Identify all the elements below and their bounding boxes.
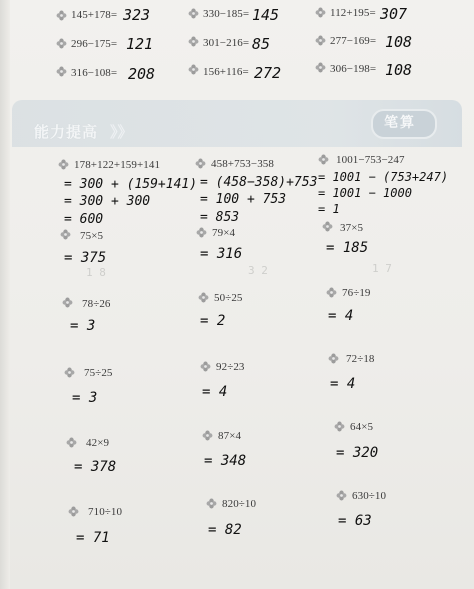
handwritten-answer: = 71 (76, 530, 110, 546)
problem-text: 72÷18 (346, 353, 375, 365)
handwritten-answer: 145 (252, 6, 280, 24)
flower-icon (58, 159, 69, 170)
scratch-mark: 1 7 (372, 262, 392, 275)
flower-icon (326, 287, 337, 298)
handwritten-answer: = 4 (330, 376, 356, 392)
flower-icon (62, 297, 73, 308)
problem-text: 630÷10 (352, 490, 387, 502)
problem-text: 76÷19 (342, 287, 371, 299)
problem-text: 37×5 (340, 222, 364, 234)
handwritten-answer: = 378 (74, 459, 117, 475)
handwritten-answer: = 375 (64, 250, 107, 266)
flower-icon (56, 10, 67, 21)
handwritten-answer: = 3 (70, 318, 96, 334)
work-line: = 1001 − (753+247) (318, 170, 449, 184)
flower-icon (195, 158, 206, 169)
work-line: = 853 (200, 210, 240, 225)
flower-icon (64, 367, 75, 378)
flower-icon (188, 8, 199, 19)
handwritten-answer: 208 (128, 65, 156, 83)
problem-text: 87×4 (218, 430, 242, 442)
handwritten-answer: = 3 (72, 390, 98, 406)
work-line: = 300 + 300 (64, 194, 151, 209)
handwritten-answer: 85 (252, 35, 271, 53)
flower-icon (196, 227, 207, 238)
problem-text: 78÷26 (82, 298, 111, 310)
flower-icon (60, 229, 71, 240)
flower-icon (68, 506, 79, 517)
flower-icon (200, 361, 211, 372)
written-calc-label: 笔算 (384, 115, 416, 131)
problem-text: 301−216= (203, 37, 250, 49)
flower-icon (315, 62, 326, 73)
section-title: 能力提高 (34, 123, 99, 141)
flower-icon (336, 490, 347, 501)
problem-text: 178+122+159+141 (74, 159, 161, 171)
flower-icon (202, 430, 213, 441)
problem-text: 79×4 (212, 227, 236, 239)
scratch-mark: 1 8 (86, 266, 106, 279)
flower-icon (334, 421, 345, 432)
work-line: = 100 + 753 (200, 192, 287, 207)
flower-icon (315, 35, 326, 46)
flower-icon (322, 221, 333, 232)
problem-text: 75×5 (80, 230, 104, 242)
problem-text: 458+753−358 (211, 158, 275, 170)
scratch-mark: 3 2 (248, 264, 268, 277)
handwritten-answer: 323 (123, 6, 151, 24)
problem-text: 112+195= (330, 7, 376, 19)
flower-icon (315, 7, 326, 18)
flower-icon (198, 292, 209, 303)
work-line: = 300 + (159+141) (64, 177, 198, 192)
handwritten-answer: 108 (385, 33, 413, 51)
handwritten-answer: = 185 (326, 240, 369, 256)
problem-text: 330−185= (203, 8, 250, 20)
flower-icon (56, 38, 67, 49)
flower-icon (328, 353, 339, 364)
flower-icon (66, 437, 77, 448)
problem-text: 92÷23 (216, 361, 245, 373)
chevron-right-icon: 》》 (110, 123, 133, 141)
work-line: = (458−358)+753 (200, 175, 318, 190)
flower-icon (318, 154, 329, 165)
work-line: = 1001 − 1000 (318, 186, 412, 200)
problem-text: 50÷25 (214, 292, 243, 304)
problem-text: 710÷10 (88, 506, 123, 518)
problem-text: 64×5 (350, 421, 374, 433)
problem-text: 820÷10 (222, 498, 257, 510)
handwritten-answer: 307 (380, 5, 408, 23)
problem-text: 296−175= (71, 38, 118, 50)
handwritten-answer: = 4 (202, 384, 228, 400)
problem-text: 42×9 (86, 437, 110, 449)
problem-text: 316−108= (71, 67, 118, 79)
handwritten-answer: 121 (126, 35, 154, 53)
handwritten-answer: = 348 (204, 453, 247, 469)
problem-text: 145+178= (71, 9, 118, 21)
flower-icon (188, 64, 199, 75)
flower-icon (56, 66, 67, 77)
problem-text: 75÷25 (84, 367, 113, 379)
work-line: = 1 (318, 202, 340, 216)
problem-text: 1001−753−247 (336, 154, 405, 166)
work-line: = 600 (64, 212, 104, 227)
problem-text: 277−169= (330, 35, 377, 47)
handwritten-answer: 108 (385, 61, 413, 79)
handwritten-answer: = 63 (338, 513, 372, 529)
problem-text: 156+116= (203, 66, 249, 78)
handwritten-answer: = 82 (208, 522, 242, 538)
handwritten-answer: = 316 (200, 246, 243, 262)
flower-icon (188, 36, 199, 47)
handwritten-answer: = 2 (200, 313, 226, 329)
handwritten-answer: = 320 (336, 445, 379, 461)
page-edge-shadow (0, 0, 10, 589)
handwritten-answer: 272 (254, 64, 282, 82)
handwritten-answer: = 4 (328, 308, 354, 324)
problem-text: 306−198= (330, 63, 377, 75)
flower-icon (206, 498, 217, 509)
